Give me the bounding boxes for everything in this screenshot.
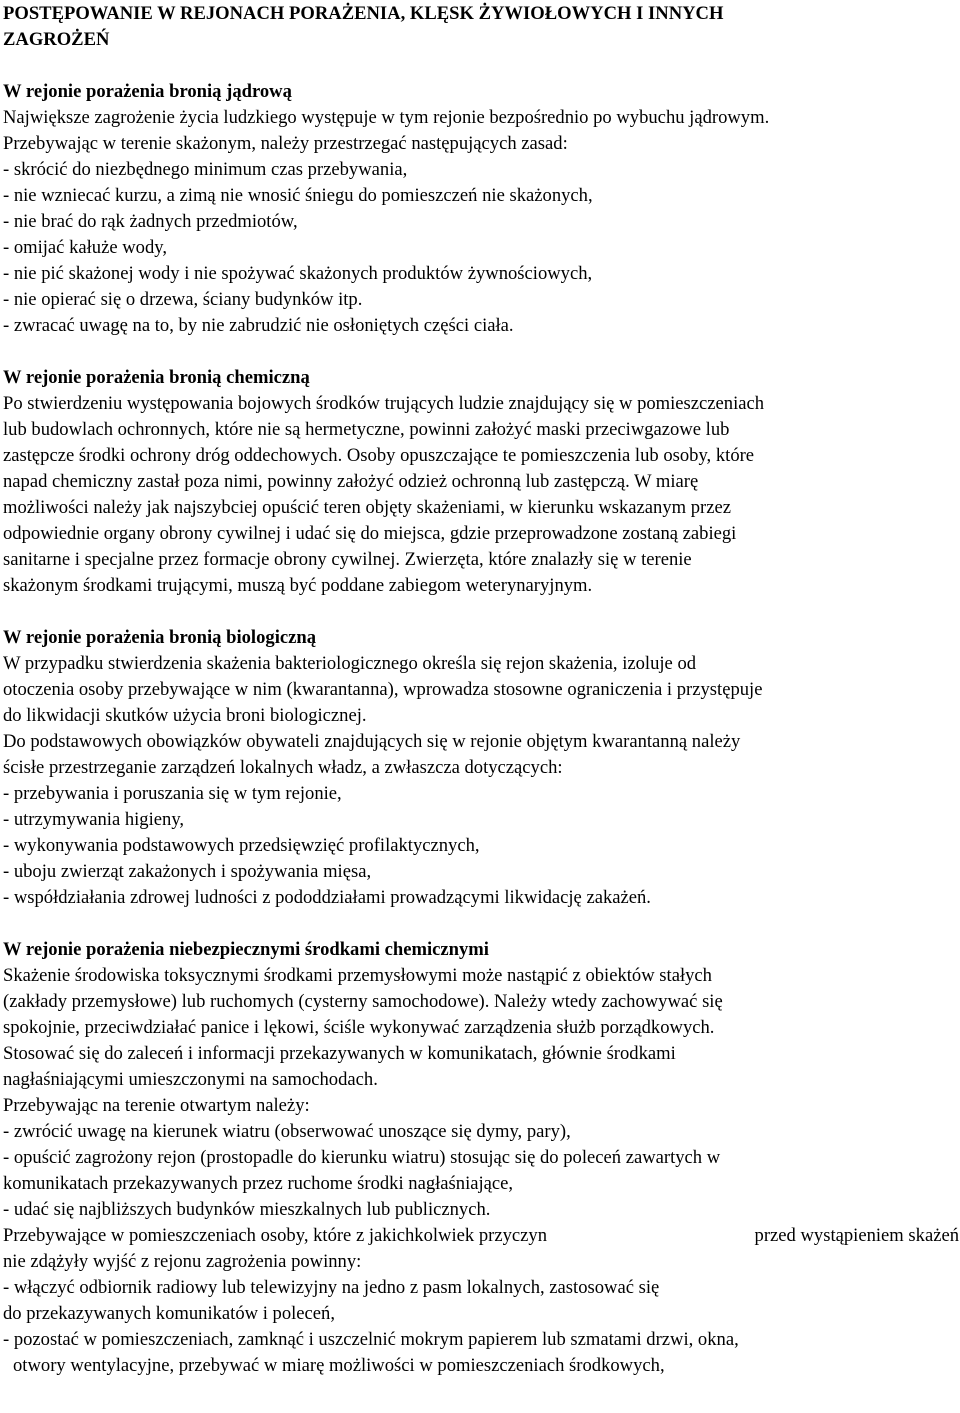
text-line: komunikatach przekazywanych przez ruchome środki nagłaśniające, (3, 1173, 514, 1194)
text-line: ścisłe przestrzeganie zarządzeń lokalnych władz, a zwłaszcza dotyczących: (3, 757, 563, 778)
document-page (0, 1, 960, 1413)
text-line: napad chemiczny zastał poza nimi, powinny założyć odzież ochronną lub zastępczą. W miarę (3, 471, 699, 492)
text-line: (zakłady przemysłowe) lub ruchomych (cysterny samochodowe). Należy wtedy zachowywać się (3, 991, 723, 1012)
list-item: - opuścić zagrożony rejon (prostopadle do kierunku wiatru) stosując się do poleceń zawartych w (3, 1147, 721, 1168)
list-item: - nie wzniecać kurzu, a zimą nie wnosić śniegu do pomieszczeń nie skażonych, (3, 185, 593, 206)
section-heading: W rejonie porażenia bronią chemiczną (3, 367, 310, 388)
text-line: Przebywając w terenie skażonym, należy przestrzegać następujących zasad: (3, 133, 568, 154)
list-item: - skrócić do niezbędnego minimum czas przebywania, (3, 159, 408, 180)
text-line: Przebywając na terenie otwartym należy: (3, 1095, 310, 1116)
list-item: - omijać kałuże wody, (3, 237, 168, 258)
text-line: do likwidacji skutków użycia broni biologicznej. (3, 705, 367, 726)
split-text-line (3, 1223, 959, 1249)
list-item: - uboju zwierząt zakażonych i spożywania mięsa, (3, 861, 372, 882)
text-line: otoczenia osoby przebywające w nim (kwarantanna), wprowadza stosowne ograniczenia i przystępuje (3, 679, 763, 700)
text-line: zastępcze środki ochrony dróg oddechowych. Osoby opuszczające te pomieszczenia lub osoby, które (3, 445, 755, 466)
section-nuclear (3, 79, 960, 339)
list-item: - wykonywania podstawowych przedsięwzięć profilaktycznych, (3, 835, 480, 856)
text-line: sanitarne i specjalne przez formacje obrony cywilnej. Zwierzęta, które znalazły się w terenie (3, 549, 692, 570)
title-line: ZAGROŻEŃ (3, 29, 110, 50)
text-line: nagłaśniającymi umieszczonymi na samochodach. (3, 1069, 378, 1090)
text-line: możliwości należy jak najszybciej opuścić teren objęty skażeniami, w kierunku wskazanym przez (3, 497, 731, 518)
text-line: odpowiednie organy obrony cywilnej i udać się do miejsca, gdzie przeprowadzone zostaną zabiegi (3, 523, 737, 544)
section-heading: W rejonie porażenia bronią biologiczną (3, 627, 316, 648)
list-item: - utrzymywania higieny, (3, 809, 185, 830)
text-line: Po stwierdzeniu występowania bojowych środków trujących ludzie znajdujący się w pomieszczeniach (3, 393, 765, 414)
section-heading: W rejonie porażenia bronią jądrową (3, 81, 292, 102)
list-item: - pozostać w pomieszczeniach, zamknąć i uszczelnić mokrym papierem lub szmatami drzwi, okna, (3, 1329, 739, 1350)
list-item: - współdziałania zdrowej ludności z pododdziałami prowadzącymi likwidację zakażeń. (3, 887, 651, 908)
list-item: - nie opierać się o drzewa, ściany budynków itp. (3, 289, 363, 310)
text-line: W przypadku stwierdzenia skażenia bakteriologicznego określa się rejon skażenia, izoluje od (3, 653, 697, 674)
split-line-left: Przebywające w pomieszczeniach osoby, które z jakichkolwiek przyczyn (3, 1225, 547, 1246)
list-item: - nie brać do rąk żadnych przedmiotów, (3, 211, 298, 232)
text-line: lub budowlach ochronnych, które nie są hermetyczne, powinni założyć maski przeciwgazowe lub (3, 419, 730, 440)
list-item: - włączyć odbiornik radiowy lub telewizyjny na jedno z pasm lokalnych, zastosować się (3, 1277, 660, 1298)
text-line: Skażenie środowiska toksycznymi środkami przemysłowymi może nastąpić z obiektów stałych (3, 965, 712, 986)
document-title (3, 1, 960, 53)
title-line: POSTĘPOWANIE W REJONACH PORAŻENIA, KLĘSK ŻYWIOŁOWYCH I INNYCH (3, 3, 724, 24)
section-heading: W rejonie porażenia niebezpiecznymi środkami chemicznymi (3, 939, 489, 960)
text-line: nie zdążyły wyjść z rejonu zagrożenia powinny: (3, 1251, 362, 1272)
text-line: spokojnie, przeciwdziałać panice i lękowi, ściśle wykonywać zarządzenia służb porządkowych. (3, 1017, 715, 1038)
text-line: Największe zagrożenie życia ludzkiego występuje w tym rejonie bezpośrednio po wybuchu jądrowym. (3, 107, 770, 128)
section-chemical-weapon (3, 365, 960, 599)
list-item: - nie pić skażonej wody i nie spożywać skażonych produktów żywnościowych, (3, 263, 593, 284)
split-line-right: przed wystąpieniem skażeń (754, 1225, 959, 1246)
list-item: - udać się najbliższych budynków mieszkalnych lub publicznych. (3, 1199, 491, 1220)
list-item: - zwrócić uwagę na kierunek wiatru (obserwować unoszące się dymy, pary), (3, 1121, 571, 1142)
list-item: - zwracać uwagę na to, by nie zabrudzić nie osłoniętych części ciała. (3, 315, 514, 336)
section-hazardous-chemicals (3, 937, 960, 1379)
text-line: otwory wentylacyjne, przebywać w miarę możliwości w pomieszczeniach środkowych, (13, 1355, 665, 1376)
section-biological-weapon (3, 625, 960, 911)
text-line: Do podstawowych obowiązków obywateli znajdujących się w rejonie objętym kwarantanną należy (3, 731, 741, 752)
text-line: do przekazywanych komunikatów i poleceń, (3, 1303, 335, 1324)
text-line: Stosować się do zaleceń i informacji przekazywanych w komunikatach, głównie środkami (3, 1043, 676, 1064)
list-item: - przebywania i poruszania się w tym rejonie, (3, 783, 342, 804)
text-line: skażonym środkami trującymi, muszą być poddane zabiegom weterynaryjnym. (3, 575, 593, 596)
